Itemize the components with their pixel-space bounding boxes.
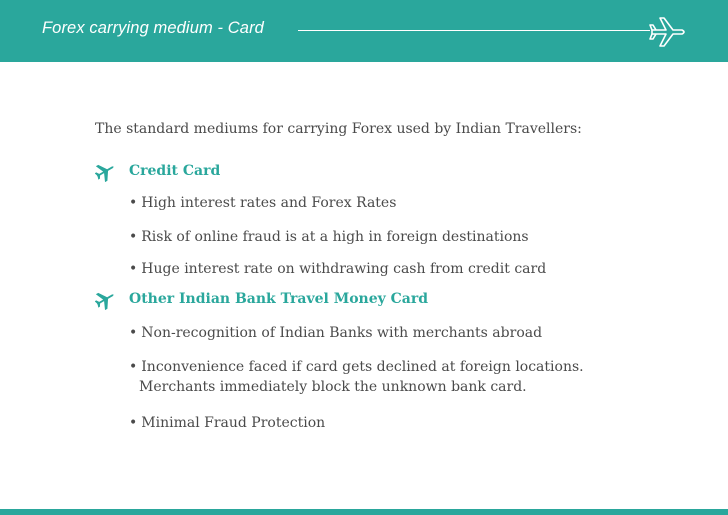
bullet-dot: • [129,261,138,277]
airplane-icon [95,288,117,310]
bullet-dot: • [129,359,138,375]
airplane-icon [95,160,117,182]
list-item: • Risk of online fraud is at a high in foreign destinations [129,229,529,245]
list-item: • Non-recognition of Indian Banks with merchants abroad [129,325,543,341]
bullet-dot: • [129,325,138,341]
list-item: • Inconvenience faced if card gets declined at foreign locations. Merchants immediately block the unknown bank card. [129,359,584,395]
page-title: Forex carrying medium - Card [42,19,264,37]
list-item-continuation: Merchants immediately block the unknown bank card. [139,379,527,395]
section-heading-travel-money-card: Other Indian Bank Travel Money Card [129,291,429,307]
title-bar [0,0,728,62]
list-item: • Huge interest rate on withdrawing cash from credit card [129,261,547,277]
bullet-dot: • [129,195,138,211]
list-item: • Minimal Fraud Protection [129,415,326,431]
bullet-dot: • [129,415,138,431]
title-divider-line [298,30,650,31]
bullet-dot: • [129,229,138,245]
intro-text: The standard mediums for carrying Forex used by Indian Travellers: [95,121,582,137]
section-heading-credit-card: Credit Card [129,163,221,179]
airplane-icon [648,12,688,52]
footer-bar [0,509,728,515]
list-item: • High interest rates and Forex Rates [129,195,397,211]
